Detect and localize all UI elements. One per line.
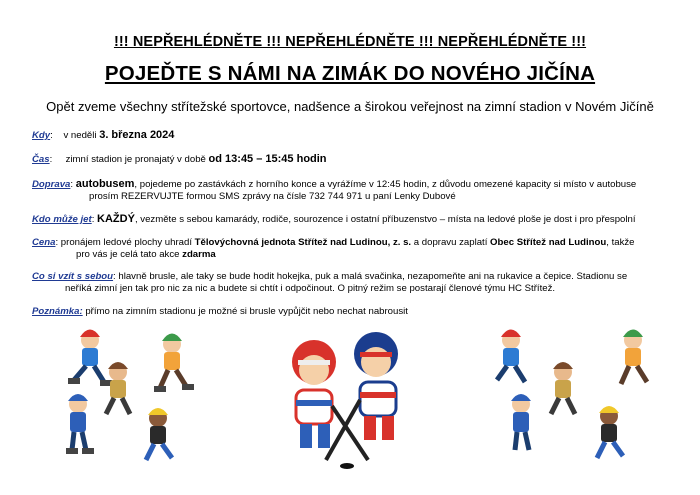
doprava-line2: prosím REZERVUJTE formou SMS zprávy na čísle 732 744 971 u paní Lenky Dubové xyxy=(89,191,456,202)
cena-b2: Obec Střítež nad Ludinou xyxy=(490,237,607,248)
skater-blue-coat xyxy=(66,394,94,454)
skater-red-hat xyxy=(497,330,525,383)
kdo-label: Kdo může jet xyxy=(32,214,92,225)
skater-scarf xyxy=(551,362,575,414)
kdo-text: , vezměte s sebou kamarády, rodiče, sourozence i ostatní příbuzenstvo – místa na ledové ploše je dost i pro přespolní xyxy=(134,214,636,225)
section-kdo: Kdo může jet: KAŽDÝ, vezměte s sebou kamarády, rodiče, sourozence i ostatní příbuzenstvo – místa na ledové ploše je dost i pro přespolní xyxy=(32,213,636,225)
hockey-player-blue xyxy=(326,332,398,460)
puck xyxy=(340,463,354,469)
cena-t2: a dopravu zaplatí xyxy=(413,237,488,248)
poznamka-label: Poznámka: xyxy=(32,306,83,317)
page-title: POJEĎTE S NÁMI NA ZIMÁK DO NOVÉHO JIČÍNA xyxy=(104,62,596,85)
event-time: od 13:45 – 15:45 hodin xyxy=(208,153,327,165)
cas-pre: zimní stadion je pronajatý v době xyxy=(65,154,206,165)
skater-scarf xyxy=(106,362,130,414)
skater-yellow-hat xyxy=(146,408,172,460)
co-line2: neříká zimní jen tak pro nic za nic a budete si chtít i odpočinout. O pitný režim se postarají členové týmu HC Střítež. xyxy=(65,283,556,294)
warning-banner: !!! NEPŘEHLÉDNĚTE !!! NEPŘEHLÉDNĚTE !!! NEPŘEHLÉDNĚTE !!! xyxy=(113,34,587,50)
doprava-line1: , pojedeme po zastávkách z horního konce a vyrážíme v 12:45 hodin, z důvodu omezené kapacity si místo v autobuse xyxy=(134,179,637,190)
skater-green-hat xyxy=(154,334,194,393)
section-kdy: Kdy: v neděli 3. března 2024 xyxy=(32,129,175,141)
skating-kids-left-icon xyxy=(60,322,210,482)
section-co xyxy=(32,271,672,295)
cena-t3: , takže xyxy=(606,237,635,248)
skater-yellow-hat xyxy=(597,406,623,458)
cena-b3: zdarma xyxy=(182,249,216,260)
hockey-kids-icon xyxy=(272,320,422,480)
skating-kids-right-icon xyxy=(485,322,660,482)
kdy-pre: v neděli xyxy=(63,130,97,141)
section-cena xyxy=(32,237,672,261)
cena-b1: Tělovýchovná jednota Střítež nad Ludinou, z. s. xyxy=(194,237,412,248)
subtitle: Opět zveme všechny střítežské sportovce, nadšence a širokou veřejnost na zimní stadion v Novém Jičíně xyxy=(46,99,654,114)
kdy-label: Kdy xyxy=(32,130,51,141)
skater-red-hat xyxy=(68,330,112,387)
skater-blue-coat xyxy=(511,394,531,450)
kdo-bold: KAŽDÝ xyxy=(97,213,135,225)
cena-t1: : pronájem ledové plochy uhradí xyxy=(55,237,192,248)
cena-label: Cena xyxy=(32,237,56,248)
co-label: Co si vzít s sebou xyxy=(32,271,114,282)
doprava-label: Doprava xyxy=(32,179,71,190)
cas-label: Čas xyxy=(32,154,50,165)
section-poznamka xyxy=(32,306,672,318)
poznamka-text: přímo na zimním stadionu je možné si brusle vypůjčit nebo nechat nabrousit xyxy=(82,306,408,317)
event-date: 3. března 2024 xyxy=(99,129,175,141)
co-line1: : hlavně brusle, ale taky se bude hodit hokejka, puk a malá svačinka, nezapomeňte ani na rukavice a čepice. Stadionu se xyxy=(113,271,628,282)
skater-green-hat xyxy=(621,330,647,385)
doprava-bold: autobusem xyxy=(75,178,135,190)
section-cas: Čas: zimní stadion je pronajatý v době od 13:45 – 15:45 hodin xyxy=(32,153,327,165)
cena-line2: pro vás je celá tato akce xyxy=(76,249,180,260)
section-doprava: Doprava: autobusem, pojedeme po zastávkách z horního konce a vyrážíme v 12:45 hodin, z důvodu omezené kapacity si místo v autobuse prosím REZERVUJTE formou SMS zprávy na čísle 732 744 971 u paní Lenky Dubové xyxy=(32,178,672,203)
